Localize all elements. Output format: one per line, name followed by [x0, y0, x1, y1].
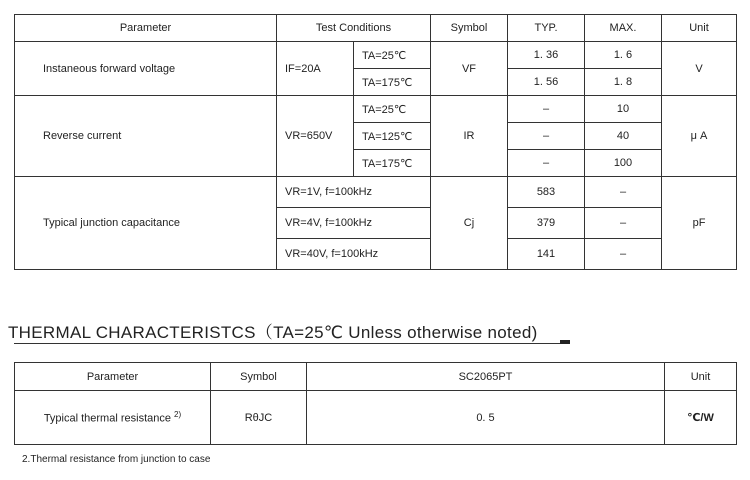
- param-thermal-resistance: [15, 391, 211, 445]
- header-symbol: Symbol: [431, 15, 508, 42]
- typ-cell: –: [508, 123, 585, 150]
- max-cell: 40: [585, 123, 662, 150]
- footnote: 2.Thermal resistance from junction to case: [22, 454, 211, 465]
- table-header-row: [15, 363, 737, 391]
- table-row: [15, 42, 737, 69]
- symbol-cj: Cj: [431, 177, 508, 270]
- cond-capacitance: VR=1V, f=100kHz: [277, 177, 431, 208]
- param-text: Typical thermal resistance: [43, 412, 171, 425]
- typ-cell: 379: [508, 208, 585, 239]
- temp-cell: TA=125℃: [354, 123, 431, 150]
- symbol-ir: IR: [431, 96, 508, 177]
- title-end-mark: [560, 340, 570, 344]
- typ-cell: 1. 56: [508, 69, 585, 96]
- cond-capacitance: VR=4V, f=100kHz: [277, 208, 431, 239]
- cond-forward-current: IF=20A: [277, 42, 354, 96]
- param-capacitance: Typical junction capacitance: [15, 177, 277, 270]
- table-row: [15, 391, 737, 445]
- max-cell: 10: [585, 96, 662, 123]
- thermal-section-title: THERMAL CHARACTERISTCS（TA=25℃ Unless otherwise noted): [8, 323, 538, 342]
- table-row: [15, 177, 737, 208]
- cond-reverse-voltage: VR=650V: [277, 96, 354, 177]
- max-cell: 1. 6: [585, 42, 662, 69]
- unit-c-per-w: ℃/W: [665, 391, 737, 445]
- max-cell: –: [585, 239, 662, 270]
- symbol-rthjc: RθJC: [211, 391, 307, 445]
- header-part-number: SC2065PT: [307, 363, 665, 391]
- temp-cell: TA=25℃: [354, 96, 431, 123]
- unit-v: V: [662, 42, 737, 96]
- typ-cell: –: [508, 150, 585, 177]
- temp-cell: TA=25℃: [354, 42, 431, 69]
- header-symbol: Symbol: [211, 363, 307, 391]
- max-cell: –: [585, 177, 662, 208]
- table-header-row: [15, 15, 737, 42]
- max-cell: –: [585, 208, 662, 239]
- param-forward-voltage: Instaneous forward voltage: [15, 42, 277, 96]
- cond-capacitance: VR=40V, f=100kHz: [277, 239, 431, 270]
- value-cell: 0. 5: [307, 391, 665, 445]
- header-test-conditions: Test Conditions: [277, 15, 431, 42]
- param-reverse-current: Reverse current: [15, 96, 277, 177]
- title-underline: [14, 343, 560, 344]
- thermal-characteristics-table: [14, 362, 737, 445]
- note-ref: 2): [174, 410, 182, 420]
- unit-pf: pF: [662, 177, 737, 270]
- max-cell: 1. 8: [585, 69, 662, 96]
- temp-cell: TA=175℃: [354, 69, 431, 96]
- header-parameter: Parameter: [15, 15, 277, 42]
- header-typ: TYP.: [508, 15, 585, 42]
- symbol-vf: VF: [431, 42, 508, 96]
- unit-ua: μ A: [662, 96, 737, 177]
- electrical-characteristics-table: [14, 14, 737, 270]
- header-unit: Unit: [665, 363, 737, 391]
- temp-cell: TA=175℃: [354, 150, 431, 177]
- header-unit: Unit: [662, 15, 737, 42]
- typ-cell: 1. 36: [508, 42, 585, 69]
- max-cell: 100: [585, 150, 662, 177]
- typ-cell: 141: [508, 239, 585, 270]
- table-row: [15, 96, 737, 123]
- header-max: MAX.: [585, 15, 662, 42]
- typ-cell: 583: [508, 177, 585, 208]
- header-parameter: Parameter: [15, 363, 211, 391]
- typ-cell: –: [508, 96, 585, 123]
